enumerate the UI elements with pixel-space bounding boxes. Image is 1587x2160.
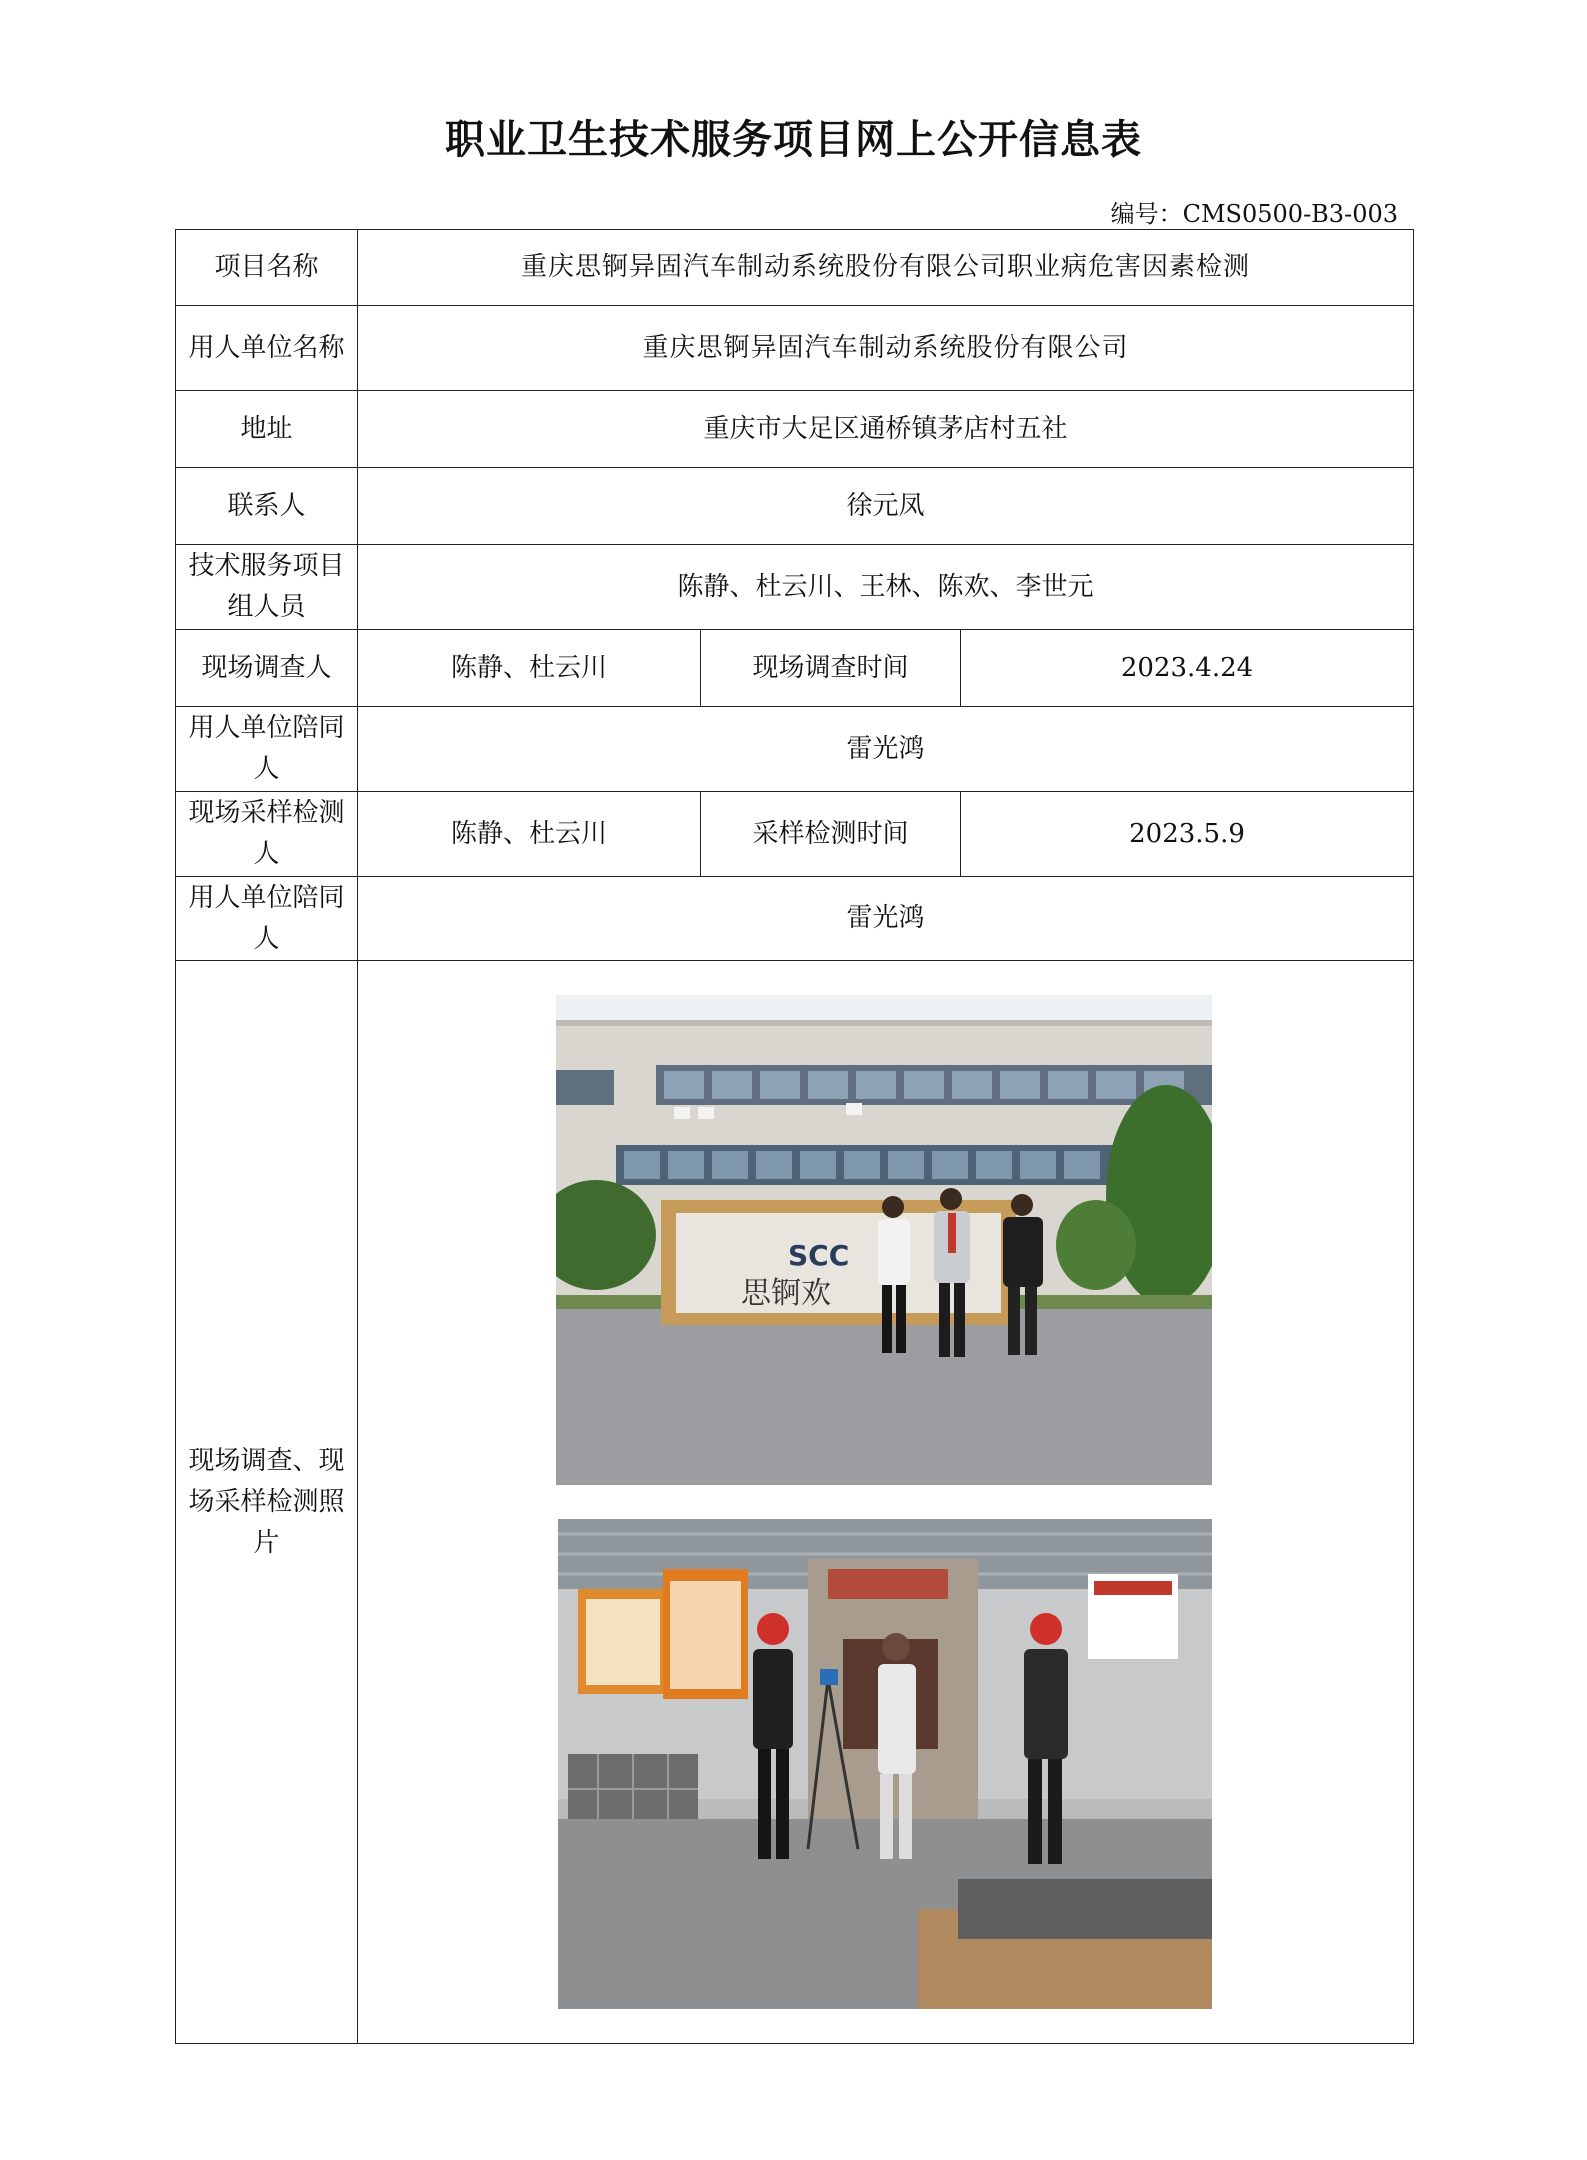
- project-name-value: 重庆思锕异固汽车制动系统股份有限公司职业病危害因素检测: [358, 230, 1414, 306]
- photos-container: [358, 961, 1413, 2043]
- document-number: 编号：CMS0500-B3-003: [1110, 200, 1398, 228]
- sampling-inspector-label: 现场采样检测人: [176, 792, 358, 877]
- address-label: 地址: [176, 391, 358, 468]
- photos-label: 现场调查、现场采样检测照片: [176, 961, 358, 2044]
- employer-escort-2-label: 用人单位陪同人: [176, 877, 358, 961]
- sign-name-text: 思锕欢: [741, 1276, 831, 1311]
- employer-escort-1-label: 用人单位陪同人: [176, 707, 358, 792]
- sign-logo-text: SCC: [788, 1239, 850, 1272]
- site-investigator-label: 现场调查人: [176, 630, 358, 707]
- employer-name-label: 用人单位名称: [176, 306, 358, 391]
- sampling-inspector-value: 陈静、杜云川: [358, 792, 701, 877]
- site-investigation-time-label: 现场调查时间: [701, 630, 961, 707]
- contact-value: 徐元凤: [358, 468, 1414, 545]
- info-table: [175, 229, 1414, 2044]
- site-investigation-photo: [556, 995, 1212, 1485]
- row-employer-escort-1: [176, 707, 1414, 792]
- address-value: 重庆市大足区通桥镇茅店村五社: [358, 391, 1414, 468]
- site-investigator-value: 陈静、杜云川: [358, 630, 701, 707]
- row-address: [176, 391, 1414, 468]
- row-contact: [176, 468, 1414, 545]
- contact-label: 联系人: [176, 468, 358, 545]
- team-members-label: 技术服务项目组人员: [176, 545, 358, 630]
- row-team-members: [176, 545, 1414, 630]
- row-site-investigator: [176, 630, 1414, 707]
- project-name-label: 项目名称: [176, 230, 358, 306]
- employer-escort-2-value: 雷光鸿: [358, 877, 1414, 961]
- employer-escort-1-value: 雷光鸿: [358, 707, 1414, 792]
- sampling-time-label: 采样检测时间: [701, 792, 961, 877]
- row-project-name: [176, 230, 1414, 306]
- employer-name-value: 重庆思锕异固汽车制动系统股份有限公司: [358, 306, 1414, 391]
- row-employer-escort-2: [176, 877, 1414, 961]
- sampling-time-value: 2023.5.9: [961, 792, 1414, 877]
- site-sampling-photo: [558, 1519, 1212, 2009]
- row-employer-name: [176, 306, 1414, 391]
- row-photos: [176, 961, 1414, 2044]
- photos-cell: [358, 961, 1414, 2044]
- row-sampling-inspector: [176, 792, 1414, 877]
- team-members-value: 陈静、杜云川、王林、陈欢、李世元: [358, 545, 1414, 630]
- document-title: 职业卫生技术服务项目网上公开信息表: [445, 116, 1142, 163]
- site-investigation-time-value: 2023.4.24: [961, 630, 1414, 707]
